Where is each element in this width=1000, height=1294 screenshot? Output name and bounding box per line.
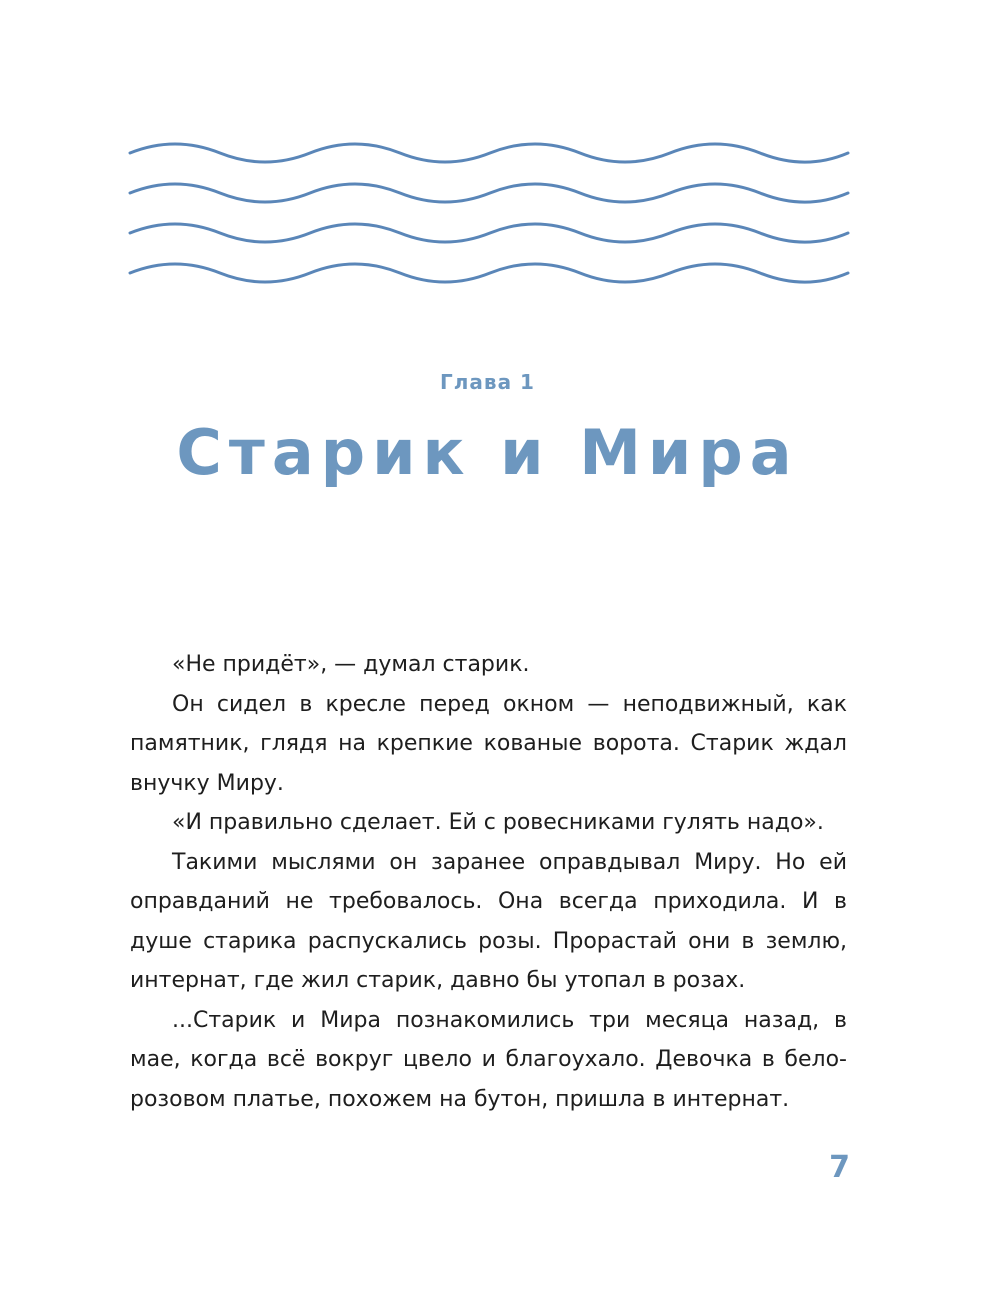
paragraph: ...Старик и Мира познакомились три месяца назад, в мае, когда всё вокруг цвело и благоухало. Девочка в бело-розовом платье, похожем на бутон, пришла в интернат. [130,1007,847,1112]
wave-line [130,264,848,282]
wave-ornament [0,0,1000,300]
wave-line [130,144,848,162]
wave-line [130,184,848,202]
body-text [130,645,847,1119]
page-number: 7 [829,1150,850,1185]
chapter-label: Глава 1 [440,370,535,394]
wave-line [130,224,848,242]
paragraph: Такими мыслями он заранее оправдывал Миру. Но ей оправданий не требовалось. Она всегда приходила. И в душе старика распускались розы. Прорастай они в землю, интернат, где жил старик, давно бы утопал в розах. [130,849,847,993]
chapter-title: Старик и Мира [176,416,799,489]
paragraph: «Не придёт», — думал старик. [172,652,530,677]
paragraph: «И правильно сделает. Ей с ровесниками гулять надо». [172,810,824,835]
paragraph: Он сидел в кресле перед окном — неподвижный, как памятник, глядя на крепкие кованые ворота. Старик ждал внучку Миру. [130,691,847,796]
